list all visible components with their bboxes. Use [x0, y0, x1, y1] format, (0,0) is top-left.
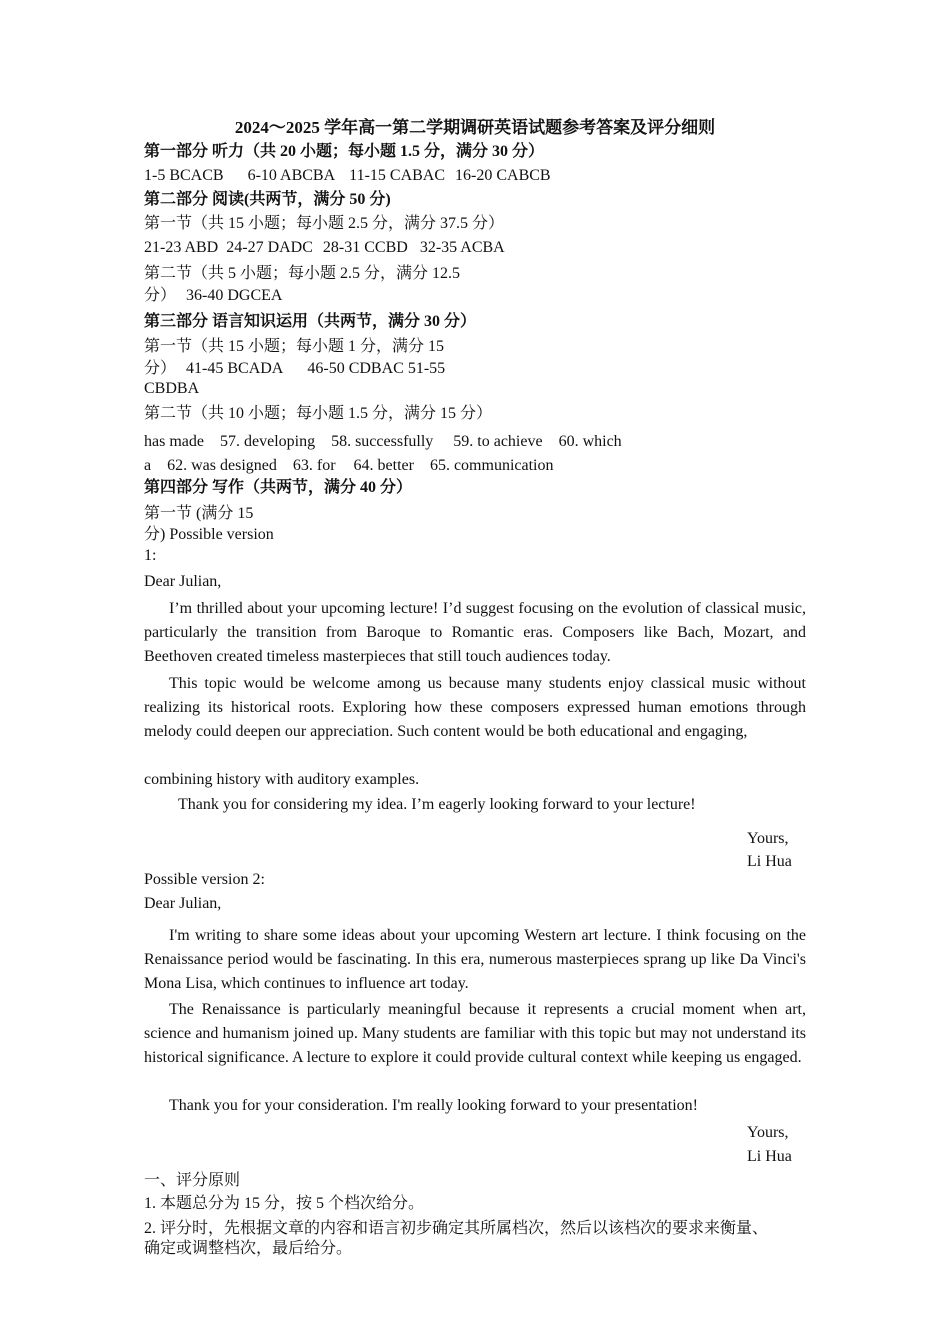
letter1-paragraph: This topic would be welcome among us because many students enjoy classical music without realizing its historical roots. Exploring how these composers expressed human emotions through melody could deepen our appreciation. Such content would be both educational and engaging,: [144, 675, 806, 740]
letter2-paragraph: Thank you for your consideration. I'm really looking forward to your presentation!: [169, 1097, 698, 1114]
answer-item: 59. to achieve: [453, 433, 543, 450]
answer-item: 64. better: [353, 457, 414, 474]
answer-item: 63. for: [292, 457, 336, 474]
answer-item: 65. communication: [429, 457, 554, 474]
part3-section1-heading: 第一节（共 15 小题；每小题 1 分，满分 15: [144, 338, 445, 355]
letter2-greeting: Dear Julian,: [144, 895, 222, 912]
part4-section1-heading-cont: 分) Possible version: [144, 526, 274, 543]
part1-heading: 第一部分 听力（共 20 小题；每小题 1.5 分，满分 30 分）: [144, 143, 545, 160]
letter1-paragraph: I’m thrilled about your upcoming lecture! I’d suggest focusing on the evolution of classical music, particularly the transition from Baroque to Romantic eras. Composers like Bach, Mozart, and Beethoven created timeless masterpieces that still touch audiences today.: [144, 600, 806, 665]
answer-item: 60. which: [558, 433, 622, 450]
grading-item: 2. 评分时，先根据文章的内容和语言初步确定其所属档次，然后以该档次的要求来衡量、: [144, 1220, 769, 1237]
answer-group: 21-23 ABD: [144, 239, 219, 256]
part3-section2-row2: [144, 456, 553, 476]
part3-heading: 第三部分 语言知识运用（共两节，满分 30 分）: [144, 313, 477, 330]
answer-group: 46-50 CDBAC 51-55: [307, 360, 446, 377]
part2-heading: 第二部分 阅读(共两节，满分 50 分): [144, 191, 391, 208]
letter1-greeting: Dear Julian,: [144, 573, 222, 590]
letter1-paragraph: Thank you for considering my idea. I’m eagerly looking forward to your lecture!: [178, 796, 696, 813]
grading-heading: 一、评分原则: [144, 1172, 241, 1189]
letter2-signature: Li Hua: [747, 1148, 792, 1165]
answer-group: 1-5 BCACB: [144, 167, 224, 184]
version2-label: Possible version 2:: [144, 871, 265, 888]
answer-group: 36-40 DGCEA: [186, 287, 283, 304]
letter1-signature: Li Hua: [747, 853, 792, 870]
answer-item: 58. successfully: [331, 433, 434, 450]
part2-section2-heading-cont: 分）: [144, 287, 177, 304]
answer-item: 57. developing: [219, 433, 316, 450]
part3-section2-row1: [144, 432, 622, 452]
page-title: 2024～2025 学年高一第二学期调研英语试题参考答案及评分细则: [234, 118, 716, 137]
letter1-paragraph-cont: combining history with auditory examples.: [144, 771, 420, 788]
part3-section1-answers: [144, 359, 445, 379]
part3-section1-heading-cont: 分）: [144, 360, 177, 377]
answer-group: 28-31 CCBD: [322, 239, 408, 256]
part2-section1-heading: 第一节（共 15 小题；每小题 2.5 分，满分 37.5 分）: [144, 215, 505, 232]
letter2-paragraph: I'm writing to share some ideas about your upcoming Western art lecture. I think focusing on the Renaissance period would be fascinating. In this era, numerous masterpieces sprang up like Da Vinci's Mona Lisa, which continues to influence art today.: [144, 927, 806, 992]
answer-group: 6-10 ABCBA: [247, 167, 336, 184]
part4-section1-heading-cont2: 1:: [144, 547, 157, 564]
answer-group: 41-45 BCADA: [186, 360, 284, 377]
letter1-closing: Yours,: [747, 830, 789, 847]
part3-section1-answers-cont: CBDBA: [144, 380, 200, 397]
answer-group: 24-27 DADC: [226, 239, 313, 256]
grading-item: 1. 本题总分为 15 分，按 5 个档次给分。: [144, 1195, 425, 1212]
grading-item-cont: 确定或调整档次，最后给分。: [144, 1240, 353, 1257]
answer-item: a: [144, 457, 152, 474]
part2-section2-heading: 第二节（共 5 小题；每小题 2.5 分，满分 12.5: [144, 265, 461, 282]
letter2-closing: Yours,: [747, 1124, 789, 1141]
part4-heading: 第四部分 写作（共两节，满分 40 分）: [144, 479, 413, 496]
answer-group: 32-35 ACBA: [419, 239, 505, 256]
answer-group: 11-15 CABAC: [349, 167, 446, 184]
part3-section2-heading: 第二节（共 10 小题；每小题 1.5 分，满分 15 分）: [144, 405, 493, 422]
part2-section1-answers: [144, 238, 505, 258]
letter2-paragraph: The Renaissance is particularly meaningful because it represents a crucial moment when art, science and humanism joined up. Many students are familiar with this topic but may not understand its historical significance. A lecture to explore it could provide cultural context while keeping us engaged.: [144, 1001, 806, 1066]
part4-section1-heading: 第一节 (满分 15: [144, 505, 254, 522]
part1-answers: [144, 166, 551, 186]
answer-item: has made: [144, 433, 204, 450]
answer-item: 62. was designed: [167, 457, 277, 474]
answer-group: 16-20 CABCB: [455, 167, 551, 184]
part2-section2-answers: [144, 286, 282, 306]
